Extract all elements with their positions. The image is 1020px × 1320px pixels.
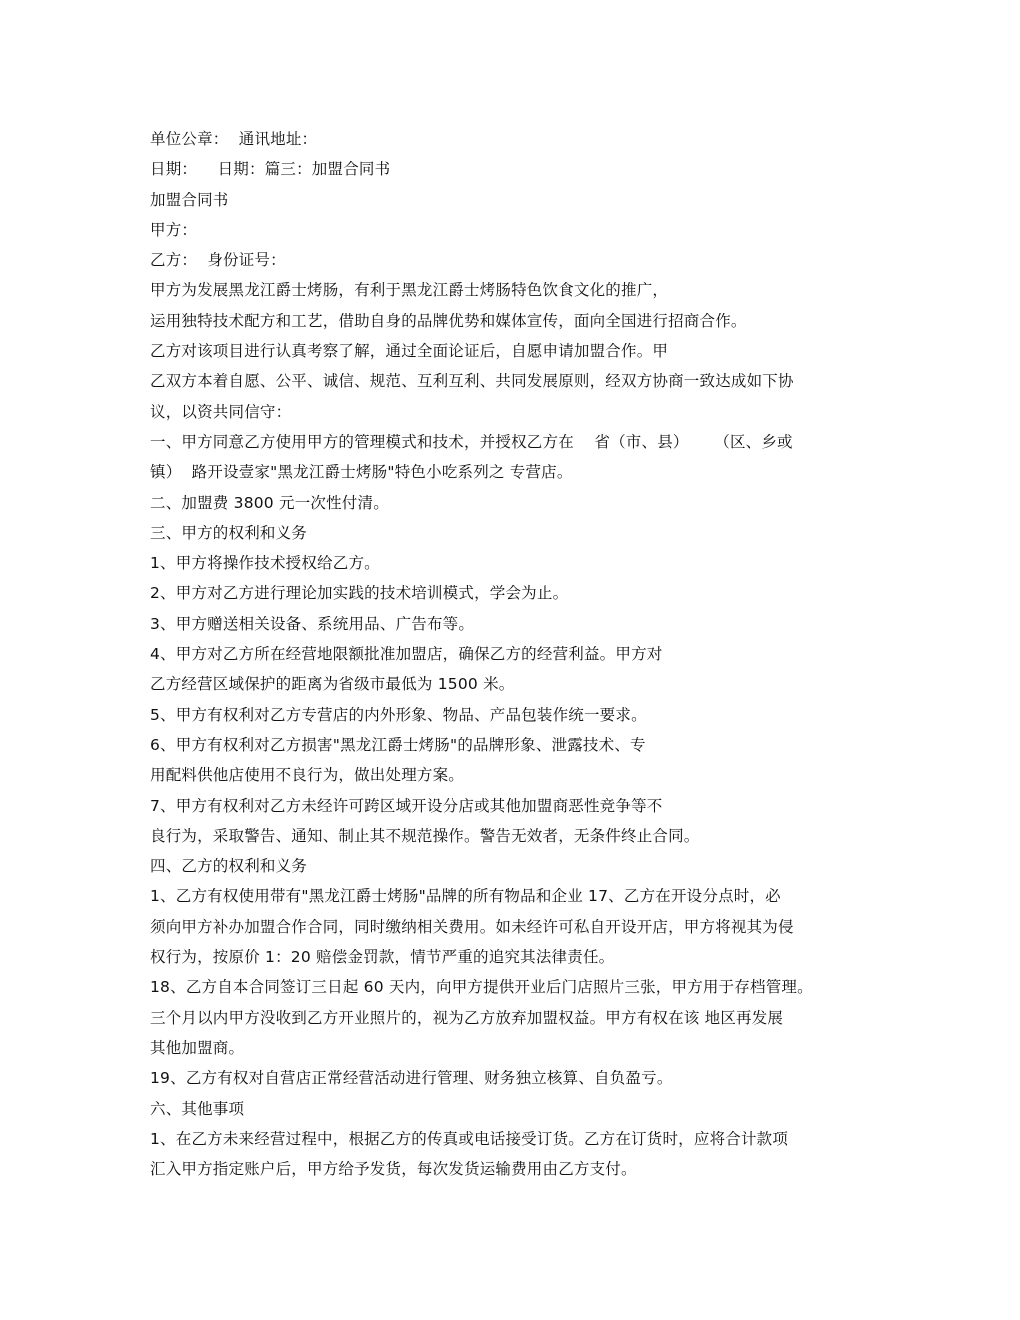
- clause-line: 3、甲方赠送相关设备、系统用品、广告布等。: [150, 614, 475, 633]
- clause-line: 1、甲方将操作技术授权给乙方。: [150, 554, 380, 573]
- clause-line: 用配料供他店使用不良行为，做出处理方案。: [150, 766, 465, 785]
- clause-line: 权行为，按原价 1：20 赔偿金罚款，情节严重的追究其法律责任。: [150, 948, 615, 967]
- section-heading: 六、其他事项: [150, 1099, 245, 1118]
- seal-address-line: 单位公章： 通讯地址：: [150, 130, 318, 148]
- party-b-line: 乙方： 身份证号：: [150, 251, 286, 270]
- document-page: [150, 124, 910, 1184]
- clause-line: 三个月以内甲方没收到乙方开业照片的，视为乙方放弃加盟权益。甲方有权在该 地区再发展: [150, 1008, 784, 1027]
- paragraph-line: 运用独特技术配方和工艺，借助自身的品牌优势和媒体宣传，面向全国进行招商合作。: [150, 311, 747, 330]
- clause-line: 1、乙方有权使用带有"黑龙江爵士烤肠"品牌的所有物品和企业 17、乙方在开设分点时，必: [150, 887, 781, 906]
- section-heading: 三、甲方的权利和义务: [150, 523, 308, 542]
- clause-line: 18、乙方自本合同签订三日起 60 天内，向甲方提供开业后门店照片三张，甲方用于存档管理。: [150, 978, 813, 997]
- clause-line: 汇入甲方指定账户后，甲方给予发货，每次发货运输费用由乙方支付。: [150, 1160, 637, 1179]
- section-heading: 四、乙方的权利和义务: [150, 857, 308, 876]
- clause-line: 2、甲方对乙方进行理论加实践的技术培训模式，学会为止。: [150, 584, 569, 603]
- clause-line: 乙方经营区域保护的距离为省级市最低为 1500 米。: [150, 675, 515, 694]
- date-line: 日期： 日期：篇三：加盟合同书: [150, 160, 391, 179]
- paragraph-line: 乙方对该项目进行认真考察了解，通过全面论证后，自愿申请加盟合作。甲: [150, 342, 669, 361]
- clause-line: 其他加盟商。: [150, 1038, 245, 1057]
- clause-line: 一、甲方同意乙方使用甲方的管理模式和技术，并授权乙方在 省（市、县） （区、乡或: [150, 432, 793, 451]
- clause-line: 19、乙方有权对自营店正常经营活动进行管理、财务独立核算、自负盈亏。: [150, 1069, 673, 1088]
- clause-line: 镇） 路开设壹家"黑龙江爵士烤肠"特色小吃系列之 专营店。: [150, 463, 573, 482]
- clause-line: 须向甲方补办加盟合作合同，同时缴纳相关费用。如未经许可私自开设开店，甲方将视其为侵: [150, 917, 794, 936]
- contract-title: 加盟合同书: [150, 190, 229, 209]
- paragraph-line: 乙双方本着自愿、公平、诚信、规范、互利互利、共同发展原则，经双方协商一致达成如下协: [150, 372, 794, 391]
- clause-line: 4、甲方对乙方所在经营地限额批准加盟店，确保乙方的经营利益。甲方对: [150, 645, 663, 664]
- paragraph-line: 议，以资共同信守：: [150, 402, 292, 421]
- clause-line: 6、甲方有权利对乙方损害"黑龙江爵士烤肠"的品牌形象、泄露技术、专: [150, 735, 646, 754]
- paragraph-line: 甲方为发展黑龙江爵士烤肠，有利于黑龙江爵士烤肠特色饮食文化的推广，: [150, 281, 669, 300]
- clause-line: 1、在乙方未来经营过程中，根据乙方的传真或电话接受订货。乙方在订货时，应将合计款项: [150, 1129, 789, 1148]
- clause-line: 5、甲方有权利对乙方专营店的内外形象、物品、产品包装作统一要求。: [150, 705, 647, 724]
- party-a-line: 甲方：: [150, 220, 198, 239]
- clause-line: 二、加盟费 3800 元一次性付清。: [150, 493, 389, 512]
- clause-line: 良行为，采取警告、通知、制止其不规范操作。警告无效者，无条件终止合同。: [150, 826, 700, 845]
- clause-line: 7、甲方有权利对乙方未经许可跨区域开设分店或其他加盟商恶性竞争等不: [150, 796, 663, 815]
